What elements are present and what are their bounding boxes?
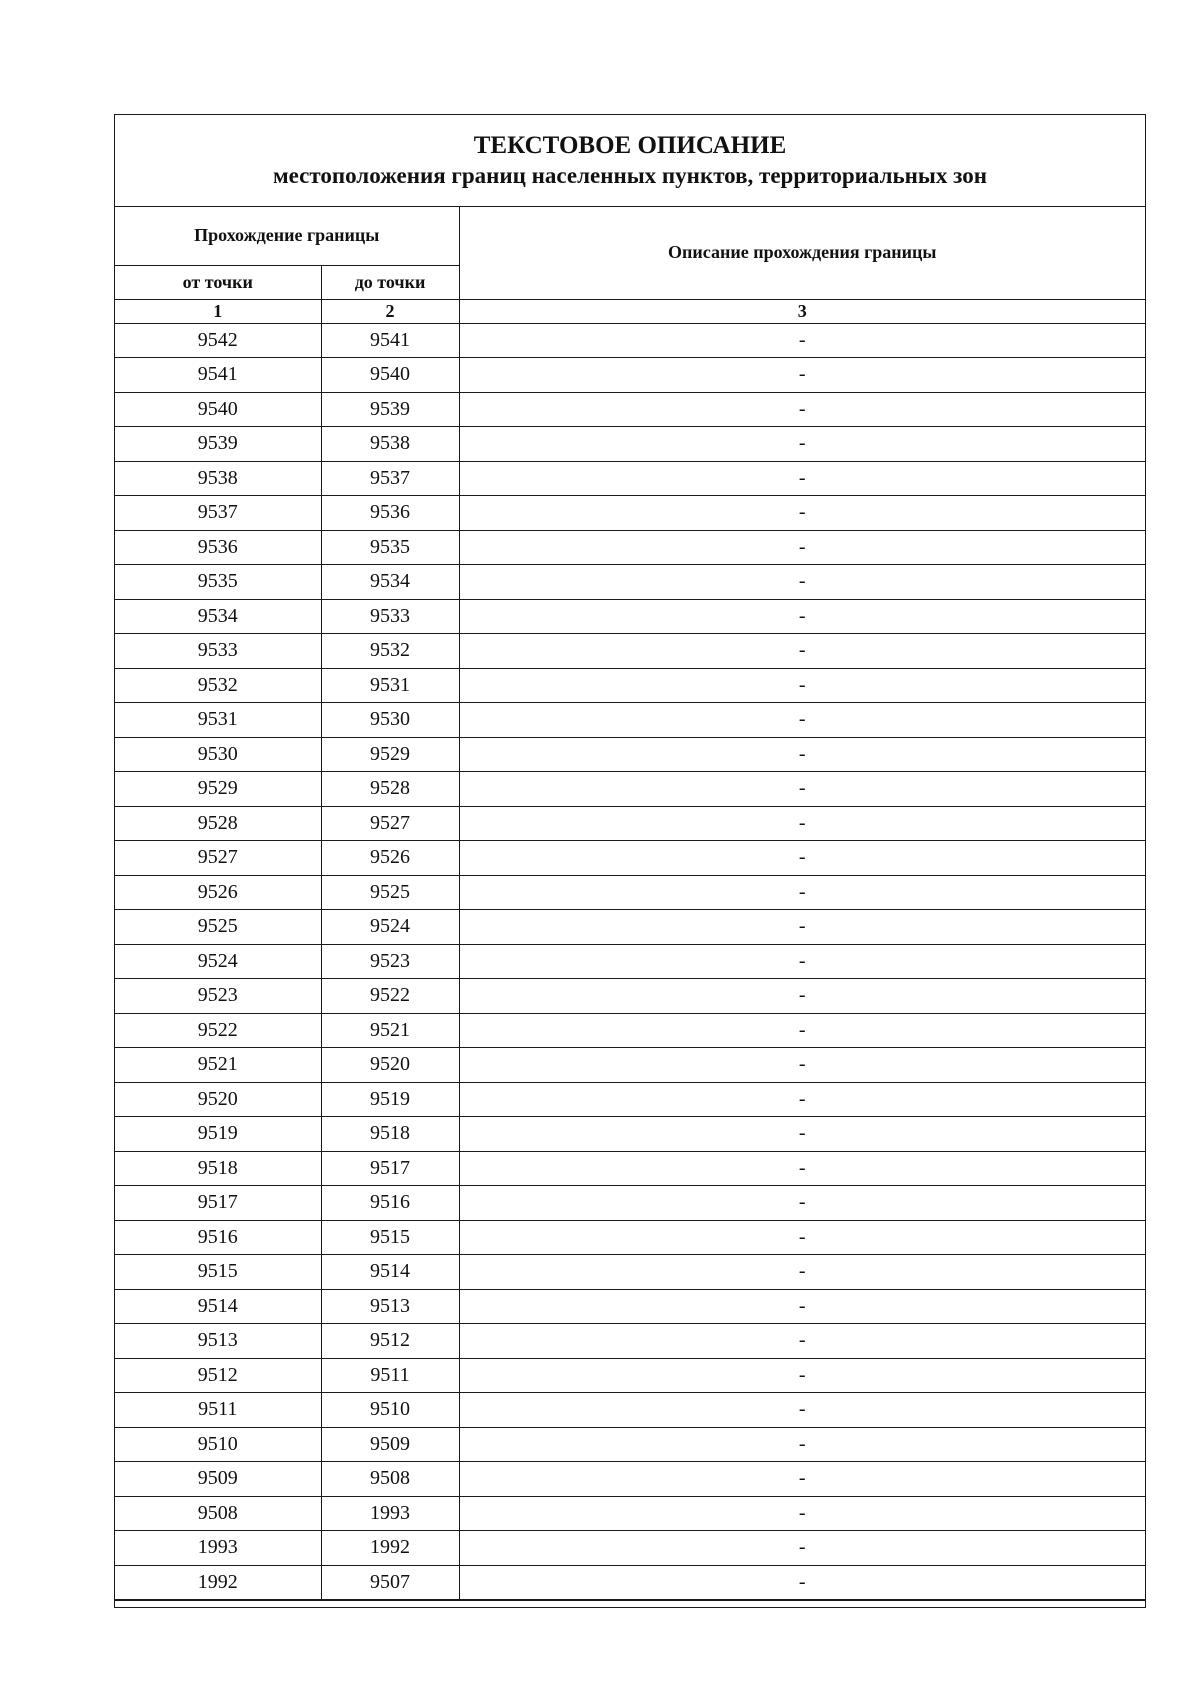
to-point-cell: 9509	[321, 1427, 459, 1462]
from-point-cell: 9527	[115, 841, 321, 876]
from-point-cell: 9513	[115, 1324, 321, 1359]
from-point-cell: 9512	[115, 1358, 321, 1393]
from-point-cell: 9538	[115, 461, 321, 496]
description-cell: -	[459, 565, 1145, 600]
description-cell: -	[459, 634, 1145, 669]
table-row	[115, 1289, 1145, 1324]
description-cell: -	[459, 461, 1145, 496]
description-cell: -	[459, 1289, 1145, 1324]
to-point-cell: 9541	[321, 323, 459, 358]
from-point-cell: 9526	[115, 875, 321, 910]
to-point-cell: 9512	[321, 1324, 459, 1359]
table-row	[115, 1220, 1145, 1255]
table-row	[115, 1048, 1145, 1083]
header-description: Описание прохождения границы	[459, 207, 1145, 299]
table-row	[115, 1358, 1145, 1393]
from-point-cell: 9529	[115, 772, 321, 807]
table-row	[115, 979, 1145, 1014]
table-row	[115, 565, 1145, 600]
table-row	[115, 772, 1145, 807]
to-point-cell: 9526	[321, 841, 459, 876]
from-point-cell: 9525	[115, 910, 321, 945]
to-point-cell: 9517	[321, 1151, 459, 1186]
from-point-cell: 9511	[115, 1393, 321, 1428]
table-row	[115, 323, 1145, 358]
from-point-cell: 9520	[115, 1082, 321, 1117]
from-point-cell: 9522	[115, 1013, 321, 1048]
title-block	[115, 115, 1145, 207]
table-row	[115, 841, 1145, 876]
to-point-cell: 9529	[321, 737, 459, 772]
from-point-cell: 9510	[115, 1427, 321, 1462]
table-row	[115, 530, 1145, 565]
description-cell: -	[459, 1324, 1145, 1359]
description-cell: -	[459, 1393, 1145, 1428]
description-cell: -	[459, 910, 1145, 945]
table-body	[115, 323, 1145, 1600]
table-row	[115, 1117, 1145, 1152]
description-cell: -	[459, 703, 1145, 738]
description-cell: -	[459, 1220, 1145, 1255]
from-point-cell: 9509	[115, 1462, 321, 1497]
table-row	[115, 496, 1145, 531]
column-number-3: 3	[459, 299, 1145, 323]
table-row	[115, 737, 1145, 772]
description-cell: -	[459, 1565, 1145, 1600]
from-point-cell: 9533	[115, 634, 321, 669]
column-number-1: 1	[115, 299, 321, 323]
to-point-cell: 9539	[321, 392, 459, 427]
from-point-cell: 1992	[115, 1565, 321, 1600]
table-row	[115, 806, 1145, 841]
description-cell: -	[459, 496, 1145, 531]
boundary-table	[115, 207, 1145, 1600]
table-row	[115, 1013, 1145, 1048]
from-point-cell: 9514	[115, 1289, 321, 1324]
description-cell: -	[459, 668, 1145, 703]
table-row	[115, 1151, 1145, 1186]
table-row	[115, 1565, 1145, 1600]
from-point-cell: 9519	[115, 1117, 321, 1152]
from-point-cell: 9515	[115, 1255, 321, 1290]
table-row	[115, 668, 1145, 703]
to-point-cell: 9524	[321, 910, 459, 945]
table-row	[115, 1082, 1145, 1117]
to-point-cell: 9531	[321, 668, 459, 703]
to-point-cell: 9522	[321, 979, 459, 1014]
column-number-2: 2	[321, 299, 459, 323]
to-point-cell: 9540	[321, 358, 459, 393]
header-from-point: от точки	[115, 265, 321, 299]
table-row	[115, 1427, 1145, 1462]
description-cell: -	[459, 979, 1145, 1014]
description-cell: -	[459, 427, 1145, 462]
from-point-cell: 9518	[115, 1151, 321, 1186]
from-point-cell: 9534	[115, 599, 321, 634]
to-point-cell: 9535	[321, 530, 459, 565]
to-point-cell: 9538	[321, 427, 459, 462]
description-cell: -	[459, 1358, 1145, 1393]
to-point-cell: 9510	[321, 1393, 459, 1428]
description-cell: -	[459, 1048, 1145, 1083]
to-point-cell: 9521	[321, 1013, 459, 1048]
from-point-cell: 9536	[115, 530, 321, 565]
description-cell: -	[459, 944, 1145, 979]
table-row	[115, 461, 1145, 496]
description-cell: -	[459, 1531, 1145, 1566]
header-to-point: до точки	[321, 265, 459, 299]
table-row	[115, 599, 1145, 634]
from-point-cell: 9530	[115, 737, 321, 772]
table-row	[115, 392, 1145, 427]
from-point-cell: 9532	[115, 668, 321, 703]
description-cell: -	[459, 1151, 1145, 1186]
document-frame	[114, 114, 1146, 1608]
document-subtitle: местоположения границ населенных пунктов, территориальных зон	[273, 163, 987, 188]
table-row	[115, 1324, 1145, 1359]
to-point-cell: 9537	[321, 461, 459, 496]
table-row	[115, 634, 1145, 669]
description-cell: -	[459, 1496, 1145, 1531]
from-point-cell: 9535	[115, 565, 321, 600]
description-cell: -	[459, 841, 1145, 876]
header-passage: Прохождение границы	[115, 207, 459, 265]
description-cell: -	[459, 1462, 1145, 1497]
table-row	[115, 1496, 1145, 1531]
table-row	[115, 944, 1145, 979]
description-cell: -	[459, 806, 1145, 841]
to-point-cell: 9515	[321, 1220, 459, 1255]
from-point-cell: 9540	[115, 392, 321, 427]
to-point-cell: 9530	[321, 703, 459, 738]
table-row	[115, 875, 1145, 910]
to-point-cell: 9528	[321, 772, 459, 807]
table-row	[115, 358, 1145, 393]
to-point-cell: 1993	[321, 1496, 459, 1531]
table-bottom-rule	[115, 1600, 1145, 1607]
from-point-cell: 1993	[115, 1531, 321, 1566]
description-cell: -	[459, 392, 1145, 427]
from-point-cell: 9524	[115, 944, 321, 979]
description-cell: -	[459, 530, 1145, 565]
description-cell: -	[459, 1186, 1145, 1221]
to-point-cell: 9523	[321, 944, 459, 979]
description-cell: -	[459, 1427, 1145, 1462]
from-point-cell: 9521	[115, 1048, 321, 1083]
to-point-cell: 9525	[321, 875, 459, 910]
table-row	[115, 427, 1145, 462]
table-row	[115, 1255, 1145, 1290]
to-point-cell: 9507	[321, 1565, 459, 1600]
to-point-cell: 1992	[321, 1531, 459, 1566]
to-point-cell: 9533	[321, 599, 459, 634]
to-point-cell: 9514	[321, 1255, 459, 1290]
to-point-cell: 9534	[321, 565, 459, 600]
from-point-cell: 9523	[115, 979, 321, 1014]
from-point-cell: 9528	[115, 806, 321, 841]
from-point-cell: 9531	[115, 703, 321, 738]
description-cell: -	[459, 599, 1145, 634]
from-point-cell: 9542	[115, 323, 321, 358]
to-point-cell: 9520	[321, 1048, 459, 1083]
table-row	[115, 1531, 1145, 1566]
description-cell: -	[459, 772, 1145, 807]
from-point-cell: 9537	[115, 496, 321, 531]
from-point-cell: 9516	[115, 1220, 321, 1255]
description-cell: -	[459, 1082, 1145, 1117]
from-point-cell: 9539	[115, 427, 321, 462]
from-point-cell: 9517	[115, 1186, 321, 1221]
table-row	[115, 910, 1145, 945]
table-row	[115, 1186, 1145, 1221]
to-point-cell: 9511	[321, 1358, 459, 1393]
to-point-cell: 9536	[321, 496, 459, 531]
to-point-cell: 9527	[321, 806, 459, 841]
description-cell: -	[459, 875, 1145, 910]
to-point-cell: 9508	[321, 1462, 459, 1497]
table-row	[115, 1393, 1145, 1428]
to-point-cell: 9532	[321, 634, 459, 669]
description-cell: -	[459, 323, 1145, 358]
table-row	[115, 703, 1145, 738]
from-point-cell: 9508	[115, 1496, 321, 1531]
to-point-cell: 9513	[321, 1289, 459, 1324]
to-point-cell: 9519	[321, 1082, 459, 1117]
description-cell: -	[459, 1255, 1145, 1290]
to-point-cell: 9518	[321, 1117, 459, 1152]
to-point-cell: 9516	[321, 1186, 459, 1221]
description-cell: -	[459, 1117, 1145, 1152]
from-point-cell: 9541	[115, 358, 321, 393]
description-cell: -	[459, 1013, 1145, 1048]
description-cell: -	[459, 358, 1145, 393]
description-cell: -	[459, 737, 1145, 772]
table-row	[115, 1462, 1145, 1497]
document-title: ТЕКСТОВОЕ ОПИСАНИЕ	[473, 132, 787, 159]
